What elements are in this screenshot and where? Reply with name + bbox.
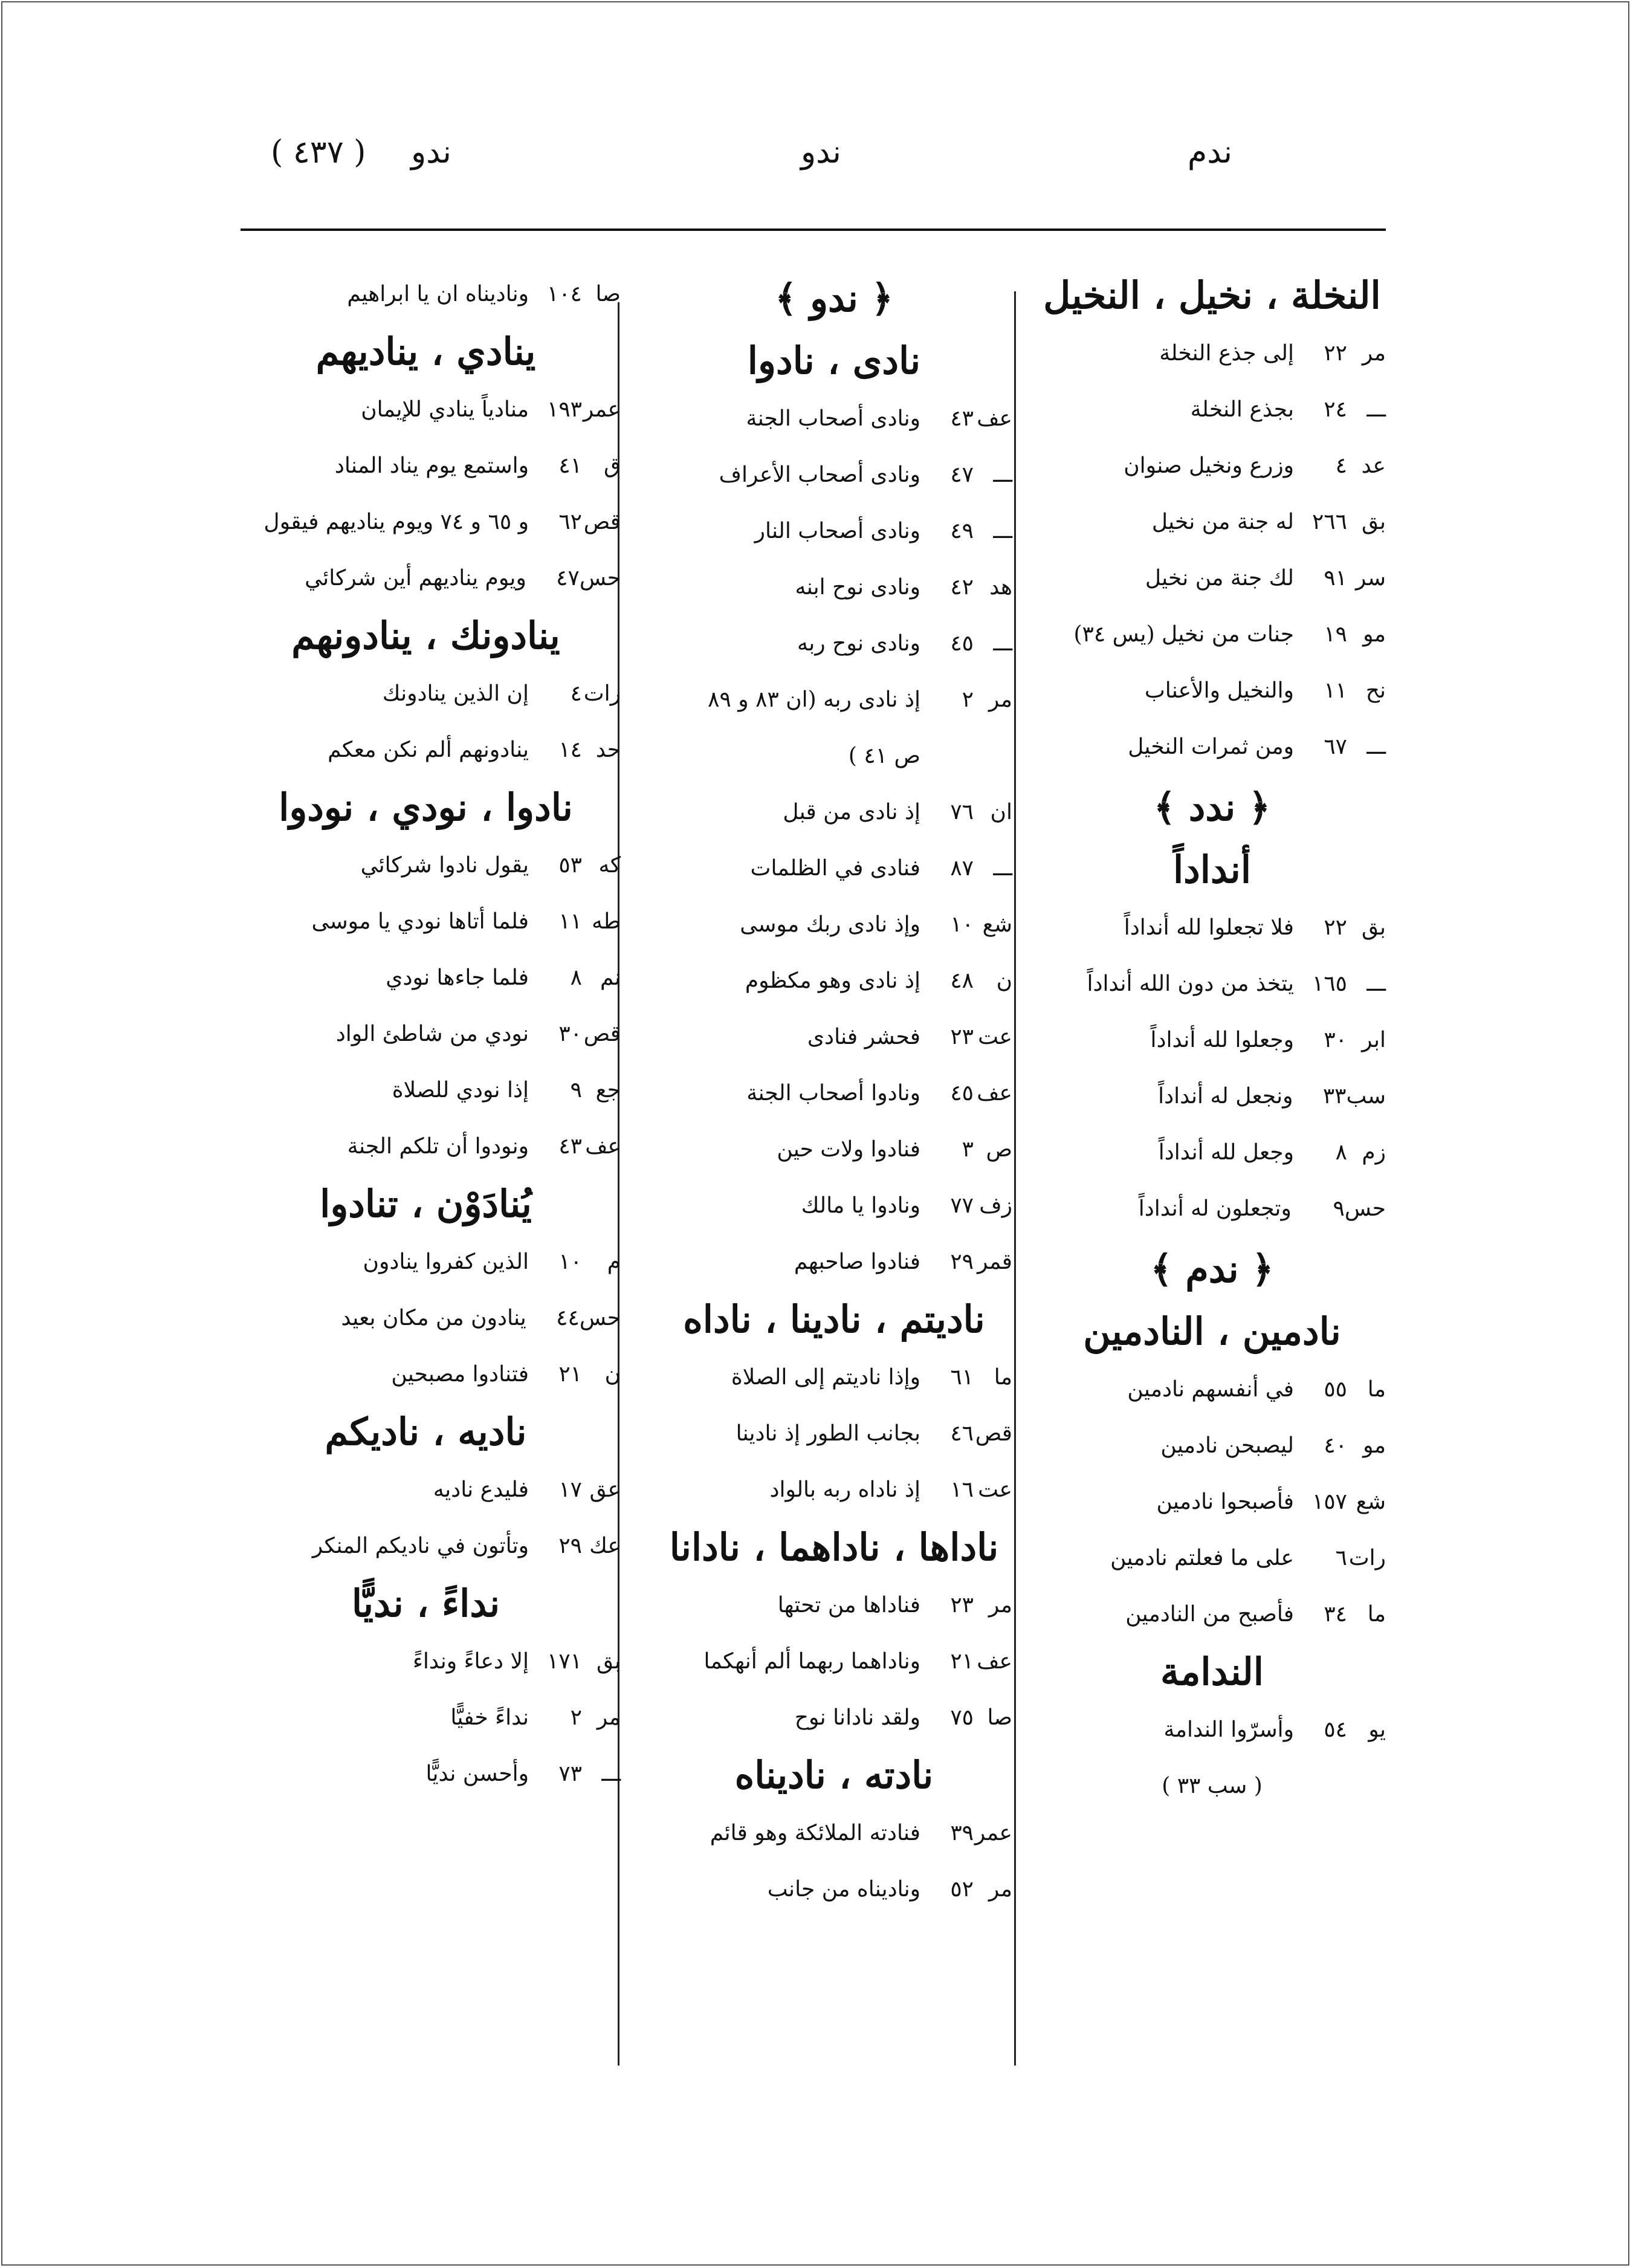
word-heading: أنداداً — [1172, 847, 1252, 892]
surah-abbrev: نم — [600, 965, 621, 990]
verse-number: ٢١ — [558, 1362, 582, 1387]
word-heading: نادته ، ناديناه — [734, 1753, 934, 1797]
verse-text: ونادى أصحاب النار — [754, 519, 920, 543]
surah-abbrev: عمر — [583, 397, 621, 422]
concordance-entry — [1038, 1012, 1386, 1068]
concordance-entry — [231, 950, 621, 1006]
verse-text: وتأتون في ناديكم المنكر — [312, 1534, 529, 1558]
verse-number: ١٥٧ — [1311, 1489, 1347, 1514]
concordance-entry — [1038, 1181, 1386, 1237]
surah-abbrev: ـــ — [1366, 734, 1386, 759]
concordance-entry — [231, 1234, 621, 1290]
verse-number: ٥٥ — [1324, 1377, 1347, 1402]
concordance-entry — [1038, 1361, 1386, 1418]
concordance-entry — [656, 1405, 1012, 1462]
column-divider-right — [1014, 291, 1016, 2066]
surah-abbrev: زم — [1362, 1140, 1386, 1165]
concordance-entry — [231, 1690, 621, 1746]
concordance-entry — [656, 672, 1012, 728]
concordance-entry — [656, 1462, 1012, 1518]
verse-text: واستمع يوم يناد المناد — [334, 453, 529, 478]
concordance-entry — [656, 447, 1012, 503]
surah-abbrev: حس — [1344, 1196, 1386, 1221]
verse-number: ٨ — [570, 965, 582, 990]
verse-text: فلما جاءها نودي — [386, 965, 529, 990]
surah-abbrev: سب — [1346, 1084, 1386, 1109]
concordance-entry — [1038, 1068, 1386, 1124]
verse-number: ٣٩ — [950, 1821, 974, 1845]
surah-abbrev: عك — [589, 1534, 621, 1558]
concordance-entry — [1038, 1586, 1386, 1642]
concordance-entry — [231, 550, 621, 606]
concordance-entry — [656, 1349, 1012, 1405]
column-middle — [656, 266, 1012, 1917]
verse-text: فنادى في الظلمات — [750, 856, 920, 881]
verse-text: ونجعل له أنداداً — [1158, 1084, 1293, 1109]
verse-number: ٤٤ — [556, 1306, 580, 1330]
concordance-entry — [656, 1861, 1012, 1917]
surah-abbrev: صا — [595, 282, 621, 306]
concordance-entry — [656, 615, 1012, 672]
surah-abbrev: ابر — [1362, 1028, 1386, 1052]
verse-text: وزرع ونخيل صنوان — [1124, 453, 1294, 478]
concordance-entry — [1038, 1418, 1386, 1474]
concordance-entry — [1038, 899, 1386, 956]
verse-text: فنادته الملائكة وهو قائم — [710, 1821, 920, 1845]
verse-number: ٦٧ — [1324, 734, 1347, 759]
concordance-entry — [231, 1118, 621, 1174]
concordance-entry — [656, 840, 1012, 896]
surah-abbrev: ما — [994, 1365, 1012, 1390]
concordance-entry — [656, 896, 1012, 953]
concordance-entry — [656, 1234, 1012, 1290]
verse-text: ويوم يناديهم أين شركائي — [305, 566, 526, 591]
verse-text: منادياً ينادي للإيمان — [361, 397, 529, 422]
concordance-entry — [656, 1805, 1012, 1861]
concordance-entry — [231, 1633, 621, 1690]
verse-number: ٤٩ — [950, 519, 974, 543]
verse-text: ونادى أصحاب الأعراف — [719, 462, 920, 487]
verse-number: ٤٠ — [1324, 1433, 1347, 1458]
verse-text: إلى جذع النخلة — [1159, 341, 1294, 366]
surah-abbrev: مر — [988, 1877, 1012, 1902]
concordance-entry — [656, 1633, 1012, 1690]
concordance-entry — [231, 893, 621, 950]
verse-text: وجعلوا لله أنداداً — [1150, 1028, 1294, 1052]
concordance-entry — [1038, 1474, 1386, 1530]
verse-text: نودي من شاطئ الواد — [335, 1022, 529, 1046]
verse-text: وناديناه من جانب — [767, 1877, 920, 1902]
surah-abbrev: ـــ — [601, 1761, 621, 1786]
verse-text: إذ ناداه ربه بالواد — [769, 1477, 920, 1502]
concordance-entry — [1038, 1702, 1386, 1758]
verse-text: له جنة من نخيل — [1151, 510, 1294, 534]
concordance-entry — [1038, 381, 1386, 438]
verse-number: ٣٤ — [1324, 1602, 1347, 1627]
surah-abbrev: هد — [989, 575, 1012, 600]
verse-number: ٤٢ — [950, 575, 974, 600]
concordance-entry — [231, 837, 621, 893]
verse-number: ٤٧ — [950, 462, 974, 487]
concordance-entry — [1038, 1124, 1386, 1181]
surah-abbrev: عت — [978, 1477, 1012, 1502]
surah-abbrev: ـــ — [1366, 971, 1386, 996]
verse-number: ٦١ — [950, 1365, 974, 1390]
surah-abbrev: عف — [977, 1081, 1012, 1106]
verse-number: ١٧ — [558, 1477, 582, 1502]
verse-number: ٦٢ — [558, 510, 582, 534]
verse-text: إذ نادى وهو مكظوم — [745, 968, 920, 993]
word-heading: ينادونك ، ينادونهم — [291, 614, 560, 658]
verse-number: ١٠ — [950, 912, 974, 937]
surah-abbrev: بق — [1361, 510, 1386, 534]
verse-number: ٤ — [570, 681, 582, 706]
verse-text: يتخذ من دون الله أنداداً — [1087, 971, 1294, 996]
concordance-entry — [231, 1006, 621, 1062]
header-root-middle: ندو — [801, 134, 841, 170]
word-heading: نداءً ، نديًّا — [351, 1581, 500, 1625]
verse-number: ٥٤ — [1324, 1717, 1347, 1742]
verse-text: نداءً خفيًّا — [450, 1705, 529, 1730]
root-heading: ﴿ ندد ﴾ — [1153, 785, 1271, 829]
verse-text: ونادى نوح ابنه — [795, 575, 920, 600]
verse-number: ٩ — [570, 1078, 582, 1103]
surah-abbrev: مر — [988, 1593, 1012, 1618]
surah-abbrev: ق — [604, 453, 621, 478]
concordance-entry — [231, 1518, 621, 1574]
surah-abbrev: ما — [1367, 1602, 1386, 1627]
concordance-entry — [656, 1009, 1012, 1065]
verse-text: فنادوا ولات حين — [777, 1137, 920, 1162]
verse-number: ٤١ — [558, 453, 582, 478]
verse-number: ١٠٤ — [546, 282, 582, 306]
verse-number: ٤ — [1335, 453, 1347, 478]
verse-text: وإذ نادى ربك موسى — [740, 912, 920, 937]
concordance-entry — [656, 559, 1012, 615]
concordance-entry — [656, 1065, 1012, 1121]
verse-text: على ما فعلتم نادمين — [1110, 1546, 1294, 1570]
verse-number: ٧٦ — [950, 800, 974, 825]
column-left — [231, 266, 621, 1802]
verse-number: ١٩٣ — [546, 397, 582, 422]
concordance-entry — [231, 1062, 621, 1118]
verse-text: إذ نادى من قبل — [783, 800, 920, 825]
surah-abbrev: ـــ — [993, 631, 1012, 656]
verse-number: ٢٦٦ — [1311, 510, 1347, 534]
surah-abbrev: م — [607, 1249, 621, 1274]
verse-number: ٣٣ — [1322, 1084, 1347, 1109]
surah-abbrev: قص — [583, 1022, 621, 1046]
verse-text: ونادوا يا مالك — [801, 1193, 920, 1218]
surah-abbrev: قص — [975, 1421, 1012, 1446]
root-heading: ﴿ ندم ﴾ — [1150, 1247, 1274, 1291]
surah-abbrev: عق — [589, 1477, 621, 1502]
word-heading: ينادي ، يناديهم — [315, 329, 536, 374]
concordance-entry — [231, 666, 621, 722]
verse-text: فناداها من تحتها — [777, 1593, 920, 1618]
verse-number: ٧٣ — [558, 1761, 582, 1786]
concordance-entry — [656, 1690, 1012, 1746]
surah-abbrev: حس — [579, 1306, 621, 1330]
concordance-entry — [1038, 719, 1386, 775]
verse-text: والنخيل والأعناب — [1144, 678, 1294, 703]
word-heading: ناديه ، ناديكم — [325, 1410, 527, 1454]
concordance-entry — [231, 1746, 621, 1802]
concordance-entry — [231, 1346, 621, 1402]
verse-text: وناديناه ان يا ابراهيم — [347, 282, 529, 306]
verse-text: فلما أتاها نودي يا موسى — [311, 909, 529, 934]
concordance-entry — [656, 503, 1012, 559]
concordance-entry — [656, 953, 1012, 1009]
column-right — [1038, 266, 1386, 1814]
verse-text: فأصبح من النادمين — [1125, 1602, 1294, 1627]
word-heading: نادى ، نادوا — [747, 339, 921, 383]
verse-text: فتنادوا مصبحين — [391, 1362, 529, 1387]
verse-text: بجانب الطور إذ نادينا — [736, 1421, 920, 1446]
concordance-entry — [231, 494, 621, 550]
root-heading: ﴿ ندو ﴾ — [775, 276, 893, 320]
verse-text: وناداهما ربهما ألم أنهكما — [703, 1649, 920, 1674]
concordance-entry — [231, 1462, 621, 1518]
surah-abbrev: ما — [1367, 1377, 1386, 1402]
surah-abbrev: شع — [982, 912, 1012, 937]
concordance-entry — [1038, 956, 1386, 1012]
verse-number: ٤٨ — [950, 968, 974, 993]
concordance-entry — [1038, 663, 1386, 719]
verse-text: ومن ثمرات النخيل — [1128, 734, 1294, 759]
entry-continuation: ( سب ٣٣ ) — [1162, 1774, 1263, 1798]
verse-text: وأحسن نديًّا — [425, 1761, 529, 1786]
surah-abbrev: صا — [987, 1705, 1012, 1730]
verse-number: ٨٧ — [950, 856, 974, 881]
surah-abbrev: بق — [1361, 915, 1386, 940]
surah-abbrev: حد — [595, 737, 621, 762]
verse-text: يقول نادوا شركائي — [360, 853, 529, 878]
surah-abbrev: ن — [604, 1362, 621, 1387]
verse-number: ٤٣ — [950, 406, 974, 431]
verse-text: فحشر فنادى — [807, 1025, 920, 1049]
verse-text: إذا نودي للصلاة — [392, 1078, 529, 1103]
surah-abbrev: عف — [977, 1649, 1012, 1674]
verse-number: ٣ — [962, 1137, 974, 1162]
surah-abbrev: مو — [1363, 1433, 1386, 1458]
concordance-entry — [656, 1121, 1012, 1178]
verse-number: ٩ — [1333, 1196, 1345, 1221]
header-root-left: ندو — [411, 134, 451, 170]
surah-abbrev: رات — [1348, 1546, 1386, 1570]
verse-number: ٦ — [1335, 1546, 1347, 1570]
verse-number: ٢١ — [950, 1649, 974, 1674]
verse-number: ٢ — [962, 687, 974, 712]
verse-number: ١١ — [558, 909, 582, 934]
verse-number: ٧٥ — [950, 1705, 974, 1730]
verse-number: ٢٢ — [1324, 341, 1347, 366]
surah-abbrev: بق — [596, 1649, 621, 1674]
surah-abbrev: طه — [592, 909, 621, 934]
verse-number: ١٤ — [558, 737, 582, 762]
concordance-entry — [1038, 494, 1386, 550]
word-heading: الندامة — [1160, 1650, 1264, 1694]
verse-text: وأسرّوا الندامة — [1163, 1717, 1294, 1742]
concordance-entry — [656, 1178, 1012, 1234]
verse-text: ينادونهم ألم نكن معكم — [328, 737, 529, 762]
word-heading: يُنادَوْن ، تنادوا — [320, 1182, 532, 1226]
concordance-entry — [656, 390, 1012, 447]
verse-number: ٩١ — [1324, 566, 1347, 591]
verse-text: ليصبحن نادمين — [1160, 1433, 1294, 1458]
surah-abbrev: مر — [597, 1705, 621, 1730]
verse-number: ٢٢ — [1324, 915, 1347, 940]
concordance-entry — [231, 1290, 621, 1346]
verse-text: وجعل لله أنداداً — [1158, 1140, 1294, 1165]
surah-abbrev: زف — [979, 1193, 1012, 1218]
verse-text: بجذع النخلة — [1190, 397, 1294, 422]
surah-abbrev: ص — [986, 1137, 1012, 1162]
word-heading: نادوا ، نودي ، نودوا — [279, 785, 573, 829]
concordance-entry — [656, 1577, 1012, 1633]
concordance-entry — [1038, 1530, 1386, 1586]
surah-abbrev: كه — [598, 853, 621, 878]
concordance-entry — [656, 784, 1012, 840]
surah-abbrev: قص — [583, 510, 621, 534]
surah-abbrev: ـــ — [993, 856, 1012, 881]
verse-number: ٥٢ — [950, 1877, 974, 1902]
verse-text: فليدع ناديه — [433, 1477, 529, 1502]
concordance-entry — [1038, 438, 1386, 494]
verse-number: ١٠ — [558, 1249, 582, 1274]
header-rule — [241, 228, 1386, 231]
verse-text: إلا دعاءً ونداءً — [412, 1649, 529, 1674]
verse-number: ٤٥ — [950, 631, 974, 656]
verse-text: جنات من نخيل (يس ٣٤) — [1073, 622, 1294, 647]
verse-number: ٧٧ — [950, 1193, 974, 1218]
verse-number: ١١ — [1324, 678, 1347, 703]
verse-number: ٥٣ — [558, 853, 582, 878]
surah-abbrev: عت — [978, 1025, 1012, 1049]
surah-abbrev: حس — [579, 566, 621, 591]
surah-abbrev: يو — [1368, 1717, 1386, 1742]
verse-number: ٢٤ — [1324, 397, 1347, 422]
verse-text: وإذا ناديتم إلى الصلاة — [731, 1365, 920, 1390]
verse-text: الذين كفروا ينادون — [363, 1249, 529, 1274]
surah-abbrev: مر — [1362, 341, 1386, 366]
surah-abbrev: نح — [1365, 678, 1386, 703]
surah-abbrev: عف — [977, 406, 1012, 431]
concordance-entry — [1038, 550, 1386, 606]
word-heading: ناداها ، ناداهما ، نادانا — [669, 1525, 999, 1569]
header-root-right: ندم — [1188, 134, 1232, 170]
verse-text: ولقد نادانا نوح — [794, 1705, 920, 1730]
verse-number: ١٩ — [1324, 622, 1347, 647]
concordance-entry — [1038, 325, 1386, 381]
surah-abbrev: عد — [1361, 453, 1386, 478]
word-heading: نادمين ، النادمين — [1083, 1309, 1341, 1353]
verse-number: ٣٠ — [1324, 1028, 1347, 1052]
surah-abbrev: ن — [996, 968, 1012, 993]
surah-abbrev: ان — [990, 800, 1012, 825]
surah-abbrev: ـــ — [993, 519, 1012, 543]
verse-number: ١٦ — [950, 1477, 974, 1502]
verse-text: إن الذين ينادونك — [382, 681, 529, 706]
surah-abbrev: سر — [1355, 566, 1386, 591]
surah-abbrev: ـــ — [1366, 397, 1386, 422]
verse-text: ونادى أصحاب الجنة — [746, 406, 920, 431]
concordance-entry — [231, 438, 621, 494]
verse-number: ٢٩ — [950, 1249, 974, 1274]
verse-text: ينادون من مكان بعيد — [341, 1306, 526, 1330]
verse-number: ٢٩ — [558, 1534, 582, 1558]
word-heading: النخلة ، نخيل ، النخيل — [1043, 273, 1381, 317]
word-heading: ناديتم ، نادينا ، ناداه — [683, 1297, 985, 1341]
surah-abbrev: عف — [585, 1134, 621, 1159]
verse-text: لك جنة من نخيل — [1145, 566, 1294, 591]
verse-number: ١٧١ — [546, 1649, 582, 1674]
surah-abbrev: مو — [1363, 622, 1386, 647]
surah-abbrev: ـــ — [993, 462, 1012, 487]
verse-text: إذ نادى ربه (ان ٨٣ و ٨٩ — [708, 687, 920, 712]
verse-text: فلا تجعلوا لله أنداداً — [1124, 915, 1294, 940]
verse-text: فأصبحوا نادمين — [1156, 1489, 1294, 1514]
verse-number: ٤٦ — [950, 1421, 974, 1446]
verse-number: ٣٠ — [558, 1022, 582, 1046]
verse-text: و ٦٥ و ٧٤ ويوم يناديهم فيقول — [264, 510, 529, 534]
concordance-entry — [1038, 606, 1386, 663]
surah-abbrev: جع — [595, 1078, 621, 1103]
verse-number: ٢٣ — [950, 1025, 974, 1049]
surah-abbrev: رات — [583, 681, 621, 706]
verse-number: ٤٧ — [556, 566, 580, 591]
surah-abbrev: عمر — [974, 1821, 1012, 1845]
verse-text: في أنفسهم نادمين — [1127, 1377, 1294, 1402]
verse-number: ٢٣ — [950, 1593, 974, 1618]
verse-number: ٨ — [1335, 1140, 1347, 1165]
verse-text: ونادوا أصحاب الجنة — [746, 1081, 920, 1106]
verse-number: ٤٥ — [950, 1081, 974, 1106]
verse-text: ونادى نوح ربه — [797, 631, 920, 656]
surah-abbrev: مر — [988, 687, 1012, 712]
verse-number: ١٦٥ — [1311, 971, 1347, 996]
surah-abbrev: شع — [1356, 1489, 1386, 1514]
concordance-entry — [231, 722, 621, 778]
verse-text: ونودوا أن تلكم الجنة — [347, 1134, 529, 1159]
verse-number: ٢ — [570, 1705, 582, 1730]
verse-number: ٤٣ — [558, 1134, 582, 1159]
concordance-entry — [231, 266, 621, 322]
page-number: ( ٤٣٧ ) — [271, 134, 366, 170]
entry-continuation: ص ٤١ ) — [848, 744, 920, 768]
verse-text: فنادوا صاحبهم — [794, 1249, 920, 1274]
surah-abbrev: قمر — [977, 1249, 1012, 1274]
concordance-entry — [231, 381, 621, 438]
verse-text: وتجعلون له أنداداً — [1138, 1196, 1292, 1221]
